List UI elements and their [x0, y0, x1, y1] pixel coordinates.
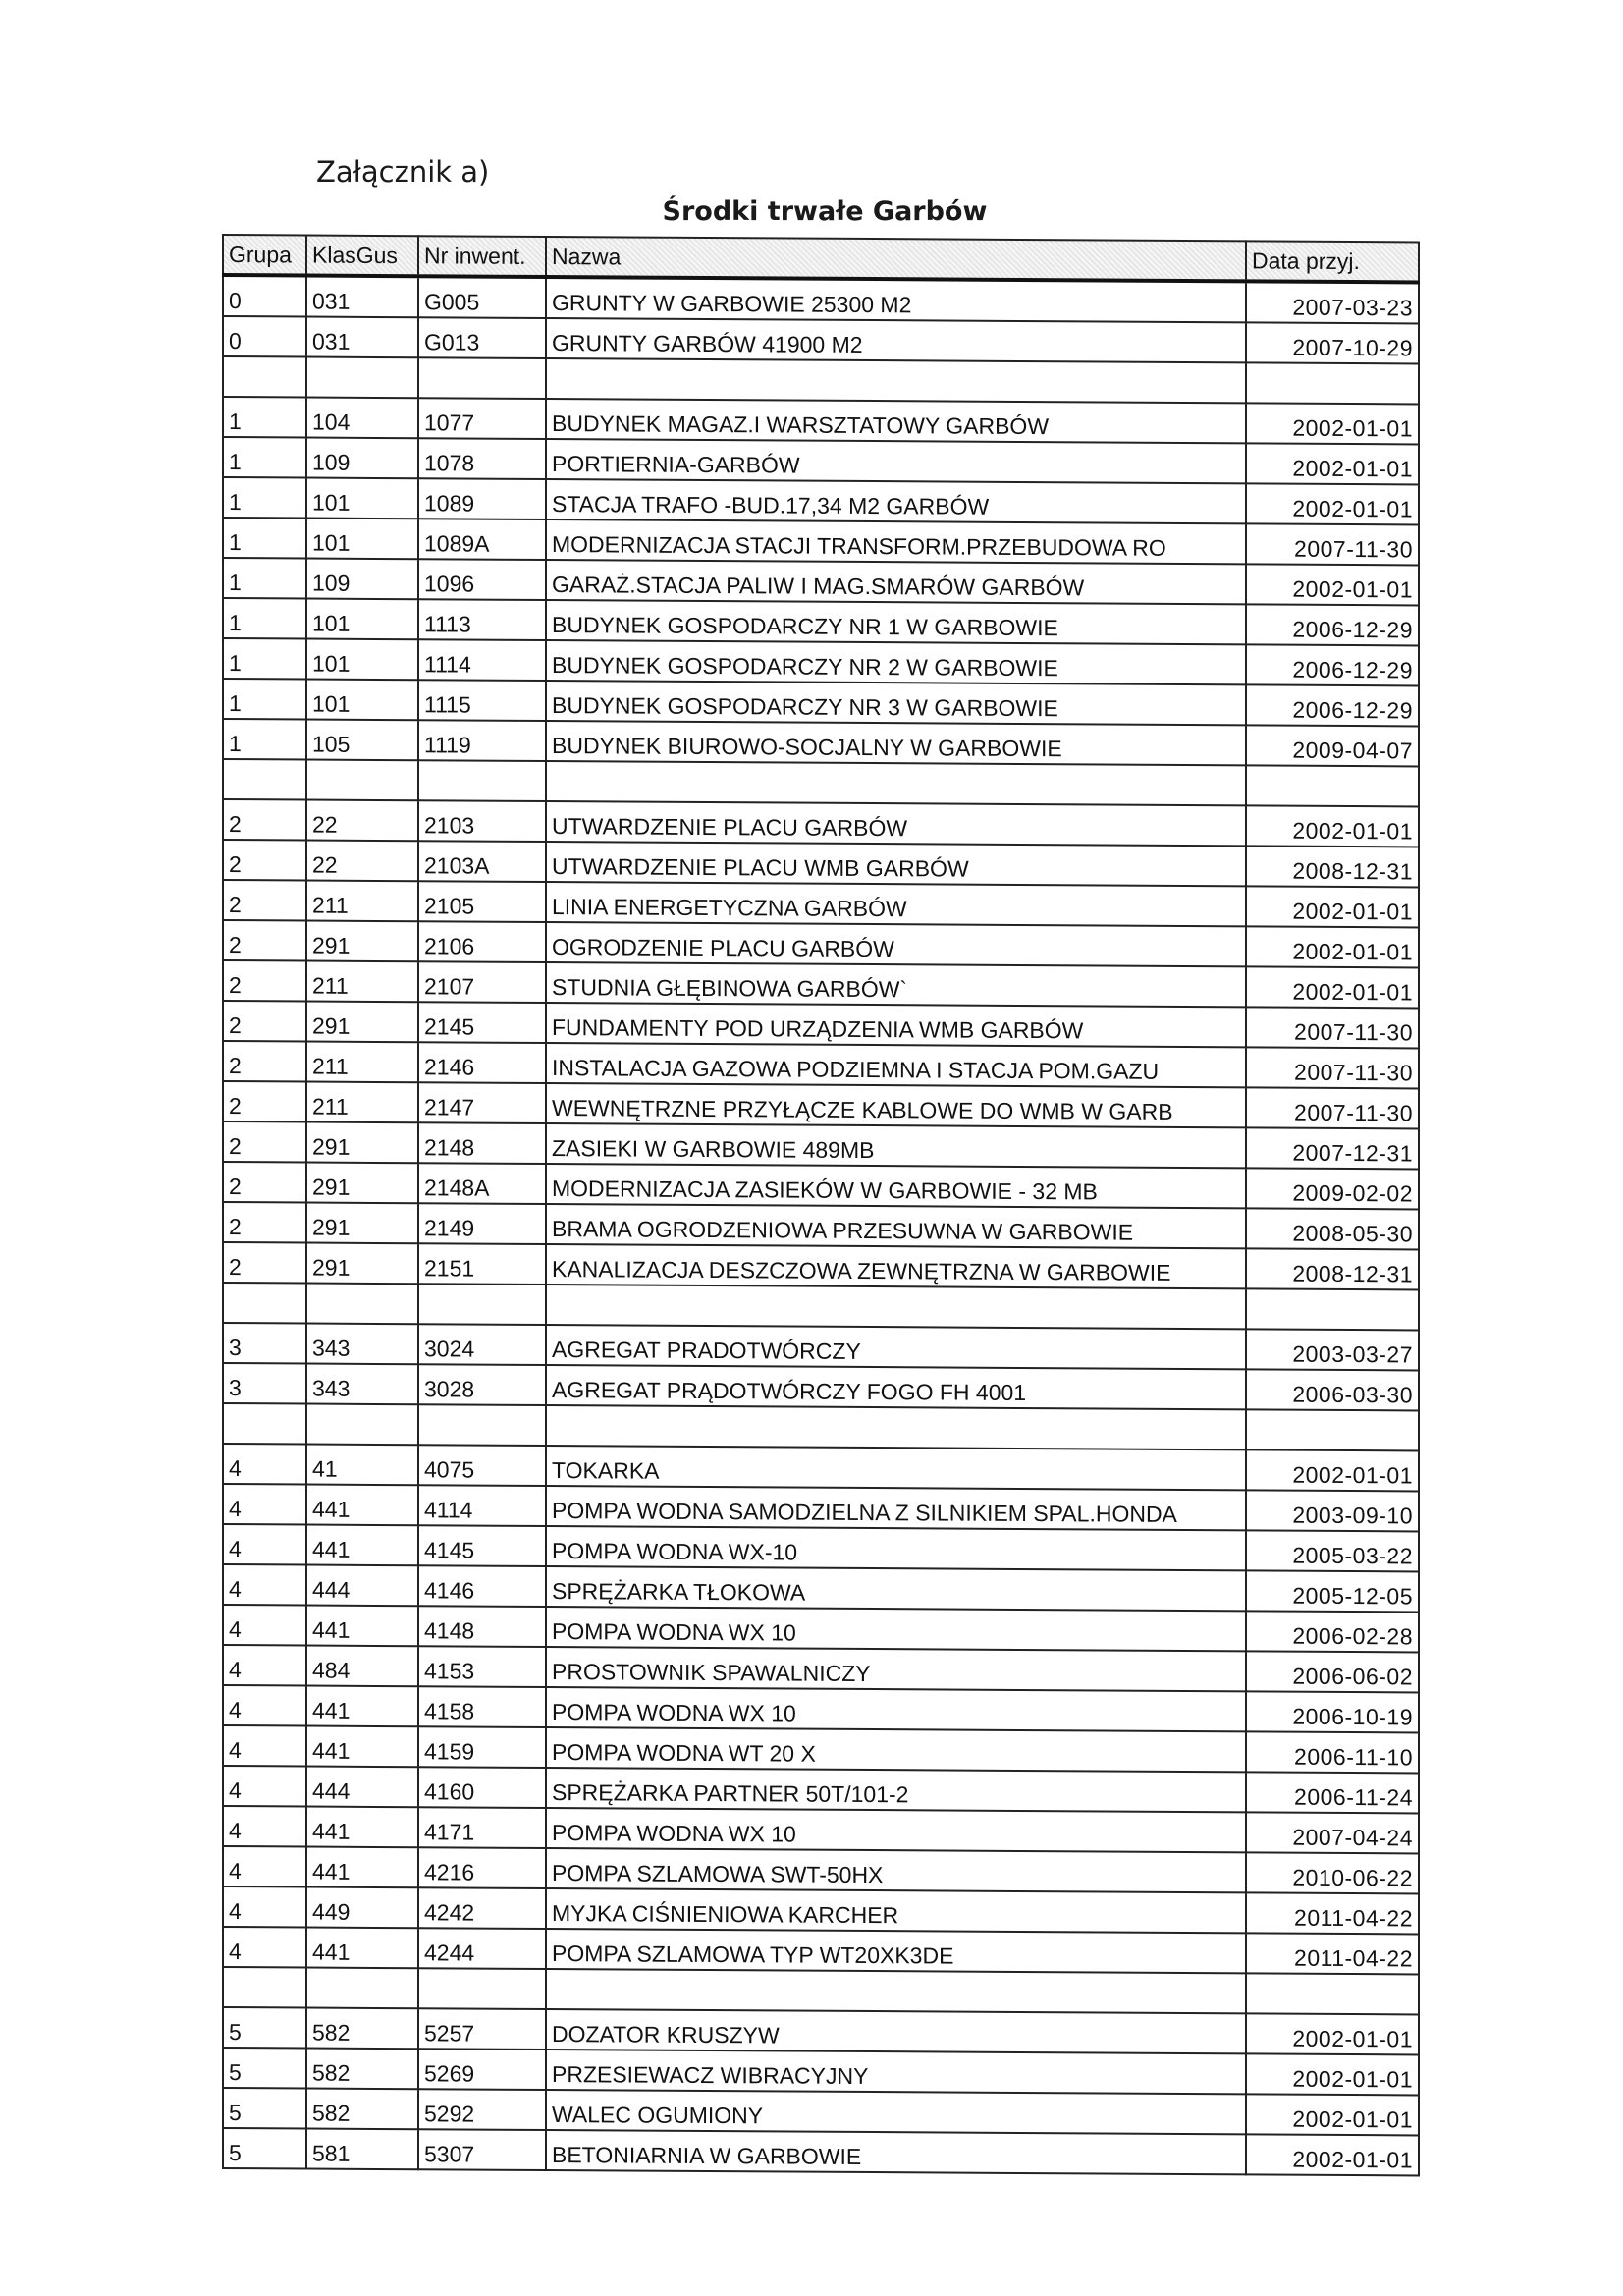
- cell-grupa: 0: [223, 316, 306, 357]
- cell-grupa: 4: [223, 1564, 306, 1606]
- cell-data-przyj: 2008-12-31: [1246, 1248, 1419, 1289]
- empty-cell: [1246, 765, 1419, 806]
- cell-nazwa: BETONIARNIA W GARBOWIE: [546, 2130, 1246, 2174]
- empty-cell: [418, 357, 546, 399]
- cell-data-przyj: 2011-04-22: [1246, 1892, 1419, 1934]
- cell-grupa: 4: [223, 1524, 306, 1565]
- empty-cell: [546, 761, 1246, 805]
- cell-nazwa: POMPA WODNA WT 20 X: [546, 1727, 1246, 1772]
- empty-cell: [223, 1403, 306, 1445]
- cell-nazwa: WEWNĘTRZNE PRZYŁĄCZE KABLOWE DO WMB W GARB: [546, 1083, 1246, 1127]
- cell-nr-inwent: 1077: [418, 398, 546, 439]
- cell-klasgus: 343: [306, 1324, 418, 1365]
- cell-nr-inwent: 4160: [418, 1767, 546, 1808]
- cell-grupa: 1: [223, 437, 306, 478]
- cell-klasgus: 109: [306, 438, 418, 479]
- cell-data-przyj: 2002-01-01: [1246, 2094, 1419, 2135]
- cell-data-przyj: 2005-12-05: [1246, 1570, 1419, 1612]
- cell-grupa: 5: [223, 2128, 306, 2169]
- cell-klasgus: 101: [306, 599, 418, 640]
- cell-data-przyj: 2006-10-19: [1246, 1691, 1419, 1732]
- cell-grupa: 2: [223, 880, 306, 921]
- cell-nazwa: DOZATOR KRUSZYW: [546, 2009, 1246, 2053]
- cell-klasgus: 484: [306, 1646, 418, 1687]
- cell-klasgus: 291: [306, 1243, 418, 1285]
- cell-klasgus: 441: [306, 1525, 418, 1566]
- cell-data-przyj: 2002-01-01: [1246, 926, 1419, 967]
- cell-klasgus: 291: [306, 921, 418, 962]
- cell-klasgus: 104: [306, 398, 418, 439]
- cell-data-przyj: 2006-12-29: [1246, 684, 1419, 726]
- cell-grupa: 3: [223, 1363, 306, 1404]
- cell-nazwa: KANALIZACJA DESZCZOWA ZEWNĘTRZNA W GARBOWIE: [546, 1244, 1246, 1288]
- cell-data-przyj: 2002-01-01: [1246, 966, 1419, 1008]
- cell-klasgus: 101: [306, 519, 418, 560]
- cell-data-przyj: 2003-03-27: [1246, 1329, 1419, 1370]
- cell-klasgus: 22: [306, 841, 418, 882]
- cell-nazwa: MYJKA CIŚNIENIOWA KARCHER: [546, 1888, 1246, 1933]
- cell-klasgus: 101: [306, 680, 418, 721]
- empty-cell: [418, 1968, 546, 2009]
- cell-nr-inwent: 1096: [418, 559, 546, 600]
- empty-cell: [223, 356, 306, 398]
- cell-nazwa: STUDNIA GŁĘBINOWA GARBÓW`: [546, 962, 1246, 1007]
- cell-grupa: 5: [223, 2088, 306, 2129]
- cell-nr-inwent: 4244: [418, 1928, 546, 1969]
- cell-nazwa: BUDYNEK GOSPODARCZY NR 1 W GARBOWIE: [546, 600, 1246, 644]
- cell-klasgus: 22: [306, 800, 418, 842]
- cell-nr-inwent: 2106: [418, 921, 546, 962]
- cell-data-przyj: 2010-06-22: [1246, 1852, 1419, 1893]
- cell-grupa: 0: [223, 275, 306, 317]
- cell-data-przyj: 2009-02-02: [1246, 1168, 1419, 1209]
- cell-data-przyj: 2005-03-22: [1246, 1530, 1419, 1571]
- cell-data-przyj: 2007-04-24: [1246, 1812, 1419, 1853]
- cell-nr-inwent: 1115: [418, 680, 546, 721]
- cell-klasgus: 441: [306, 1928, 418, 1969]
- cell-nr-inwent: 1089: [418, 478, 546, 519]
- empty-cell: [546, 1285, 1246, 1329]
- cell-nr-inwent: 4158: [418, 1686, 546, 1727]
- cell-data-przyj: 2003-09-10: [1246, 1490, 1419, 1531]
- cell-klasgus: 444: [306, 1767, 418, 1808]
- cell-nr-inwent: G005: [418, 276, 546, 318]
- empty-cell: [306, 1968, 418, 2009]
- cell-klasgus: 582: [306, 2008, 418, 2050]
- cell-grupa: 4: [223, 1484, 306, 1525]
- cell-nr-inwent: 1078: [418, 438, 546, 479]
- cell-nazwa: GRUNTY GARBÓW 41900 M2: [546, 318, 1246, 362]
- cell-data-przyj: 2011-04-22: [1246, 1933, 1419, 1974]
- cell-klasgus: 101: [306, 478, 418, 519]
- cell-data-przyj: 2002-01-01: [1246, 483, 1419, 524]
- cell-grupa: 4: [223, 1806, 306, 1847]
- cell-data-przyj: 2006-03-30: [1246, 1369, 1419, 1410]
- cell-nazwa: POMPA WODNA WX-10: [546, 1526, 1246, 1570]
- cell-nazwa: PROSTOWNIK SPAWALNICZY: [546, 1647, 1246, 1691]
- cell-nazwa: BUDYNEK MAGAZ.I WARSZTATOWY GARBÓW: [546, 399, 1246, 443]
- cell-grupa: 1: [223, 518, 306, 559]
- cell-nr-inwent: 4145: [418, 1525, 546, 1566]
- empty-cell: [1246, 1973, 1419, 2014]
- cell-data-przyj: 2007-10-29: [1246, 322, 1419, 363]
- cell-klasgus: 101: [306, 639, 418, 681]
- cell-grupa: 2: [223, 960, 306, 1002]
- cell-klasgus: 343: [306, 1364, 418, 1405]
- cell-data-przyj: 2007-11-30: [1246, 1087, 1419, 1128]
- cell-nr-inwent: 5269: [418, 2049, 546, 2090]
- cell-klasgus: 031: [306, 276, 418, 318]
- cell-nazwa: MODERNIZACJA STACJI TRANSFORM.PRZEBUDOWA RO: [546, 519, 1246, 564]
- cell-nr-inwent: 1113: [418, 599, 546, 640]
- cell-nr-inwent: 2103A: [418, 841, 546, 882]
- cell-grupa: 5: [223, 2007, 306, 2049]
- cell-nazwa: UTWARDZENIE PLACU WMB GARBÓW: [546, 842, 1246, 886]
- cell-grupa: 1: [223, 397, 306, 438]
- empty-cell: [546, 358, 1246, 403]
- cell-data-przyj: 2002-01-01: [1246, 443, 1419, 484]
- cell-nazwa: POMPA SZLAMOWA TYP WT20XK3DE: [546, 1929, 1246, 1973]
- cell-nr-inwent: 4242: [418, 1887, 546, 1929]
- cell-nazwa: PRZESIEWACZ WIBRACYJNY: [546, 2050, 1246, 2094]
- cell-klasgus: 441: [306, 1847, 418, 1888]
- cell-klasgus: 105: [306, 720, 418, 761]
- cell-klasgus: 291: [306, 1122, 418, 1164]
- cell-klasgus: 449: [306, 1887, 418, 1929]
- cell-klasgus: 031: [306, 317, 418, 358]
- cell-nr-inwent: 1119: [418, 720, 546, 761]
- cell-data-przyj: 2006-12-29: [1246, 604, 1419, 645]
- cell-data-przyj: 2002-01-01: [1246, 2053, 1419, 2095]
- empty-cell: [306, 1404, 418, 1446]
- cell-nazwa: TOKARKA: [546, 1446, 1246, 1490]
- cell-grupa: 2: [223, 1162, 306, 1203]
- cell-grupa: 4: [223, 1846, 306, 1887]
- cell-nr-inwent: 3028: [418, 1364, 546, 1405]
- cell-grupa: 4: [223, 1927, 306, 1968]
- cell-data-przyj: 2002-01-01: [1246, 1449, 1419, 1491]
- column-header-nr-inwent: Nr inwent.: [418, 236, 546, 277]
- cell-nazwa: POMPA WODNA SAMODZIELNA Z SILNIKIEM SPAL.HONDA: [546, 1486, 1246, 1530]
- cell-klasgus: 291: [306, 1002, 418, 1043]
- empty-cell: [418, 1284, 546, 1325]
- cell-klasgus: 441: [306, 1807, 418, 1848]
- cell-grupa: 2: [223, 1121, 306, 1163]
- cell-grupa: 1: [223, 638, 306, 680]
- cell-nazwa: BRAMA OGRODZENIOWA PRZESUWNA W GARBOWIE: [546, 1204, 1246, 1248]
- cell-data-przyj: 2006-06-02: [1246, 1651, 1419, 1692]
- cell-nazwa: SPRĘŻARKA PARTNER 50T/101-2: [546, 1768, 1246, 1812]
- cell-nazwa: GRUNTY W GARBOWIE 25300 M2: [546, 277, 1246, 322]
- cell-nazwa: SPRĘŻARKA TŁOKOWA: [546, 1566, 1246, 1611]
- cell-grupa: 1: [223, 679, 306, 720]
- cell-nr-inwent: G013: [418, 317, 546, 358]
- cell-klasgus: 441: [306, 1606, 418, 1647]
- cell-data-przyj: 2007-11-30: [1246, 523, 1419, 565]
- cell-data-przyj: 2002-01-01: [1246, 886, 1419, 927]
- table-row: [223, 275, 1419, 323]
- cell-klasgus: 441: [306, 1686, 418, 1727]
- cell-klasgus: 441: [306, 1726, 418, 1768]
- cell-klasgus: 291: [306, 1163, 418, 1204]
- cell-nr-inwent: 4114: [418, 1485, 546, 1526]
- empty-cell: [1246, 1288, 1419, 1330]
- cell-grupa: 1: [223, 598, 306, 639]
- cell-grupa: 2: [223, 1081, 306, 1122]
- cell-grupa: 2: [223, 799, 306, 841]
- document-title: Środki trwałe Garbów: [662, 196, 988, 227]
- table-row: [223, 2128, 1419, 2175]
- cell-nr-inwent: 1089A: [418, 519, 546, 560]
- empty-cell: [418, 1404, 546, 1446]
- column-header-klasgus: KlasGus: [306, 236, 418, 277]
- cell-klasgus: 441: [306, 1485, 418, 1526]
- cell-data-przyj: 2007-11-30: [1246, 1047, 1419, 1088]
- cell-grupa: 4: [223, 1444, 306, 1485]
- cell-nr-inwent: 2148A: [418, 1163, 546, 1204]
- cell-data-przyj: 2006-11-24: [1246, 1772, 1419, 1813]
- cell-nr-inwent: 2147: [418, 1082, 546, 1123]
- cell-nr-inwent: 2146: [418, 1042, 546, 1083]
- cell-klasgus: 211: [306, 961, 418, 1003]
- cell-nr-inwent: 2105: [418, 881, 546, 922]
- cell-nr-inwent: 5257: [418, 2008, 546, 2050]
- cell-data-przyj: 2008-05-30: [1246, 1208, 1419, 1249]
- cell-nr-inwent: 4146: [418, 1565, 546, 1607]
- cell-nazwa: FUNDAMENTY POD URZĄDZENIA WMB GARBÓW: [546, 1003, 1246, 1047]
- empty-cell: [1246, 362, 1419, 404]
- cell-nr-inwent: 1114: [418, 639, 546, 681]
- cell-grupa: 2: [223, 1242, 306, 1284]
- cell-data-przyj: 2006-11-10: [1246, 1731, 1419, 1773]
- cell-klasgus: 211: [306, 881, 418, 922]
- cell-klasgus: 581: [306, 2129, 418, 2170]
- cell-data-przyj: 2007-03-23: [1246, 281, 1419, 323]
- cell-grupa: 3: [223, 1323, 306, 1364]
- empty-cell: [223, 759, 306, 800]
- attachment-label: Załącznik a): [316, 155, 490, 189]
- cell-klasgus: 444: [306, 1565, 418, 1607]
- empty-cell: [418, 760, 546, 801]
- cell-data-przyj: 2006-12-29: [1246, 644, 1419, 685]
- empty-cell: [546, 1405, 1246, 1449]
- cell-nazwa: GARAŻ.STACJA PALIW I MAG.SMARÓW GARBÓW: [546, 560, 1246, 604]
- cell-nazwa: BUDYNEK BIUROWO-SOCJALNY W GARBOWIE: [546, 721, 1246, 765]
- cell-nazwa: POMPA WODNA WX 10: [546, 1808, 1246, 1852]
- cell-nr-inwent: 3024: [418, 1324, 546, 1365]
- cell-grupa: 4: [223, 1645, 306, 1686]
- column-header-data-przyj: Data przyj.: [1246, 241, 1419, 282]
- cell-nazwa: UTWARDZENIE PLACU GARBÓW: [546, 801, 1246, 846]
- cell-nazwa: AGREGAT PRADOTWÓRCZY: [546, 1325, 1246, 1369]
- cell-grupa: 4: [223, 1886, 306, 1928]
- cell-nazwa: INSTALACJA GAZOWA PODZIEMNA I STACJA POM.GAZU: [546, 1043, 1246, 1087]
- cell-nazwa: BUDYNEK GOSPODARCZY NR 3 W GARBOWIE: [546, 681, 1246, 725]
- cell-data-przyj: 2009-04-07: [1246, 725, 1419, 766]
- cell-grupa: 4: [223, 1605, 306, 1646]
- cell-klasgus: 291: [306, 1203, 418, 1244]
- cell-nr-inwent: 4153: [418, 1646, 546, 1687]
- cell-nazwa: LINIA ENERGETYCZNA GARBÓW: [546, 882, 1246, 926]
- cell-nr-inwent: 4148: [418, 1606, 546, 1647]
- cell-nr-inwent: 4159: [418, 1726, 546, 1768]
- column-header-grupa: Grupa: [223, 235, 306, 276]
- cell-nr-inwent: 2145: [418, 1002, 546, 1043]
- table-body: [223, 275, 1419, 2175]
- cell-grupa: 2: [223, 920, 306, 961]
- cell-grupa: 4: [223, 1685, 306, 1726]
- column-header-nazwa: Nazwa: [546, 237, 1246, 281]
- cell-data-przyj: 2007-12-31: [1246, 1127, 1419, 1169]
- cell-nazwa: STACJA TRAFO -BUD.17,34 M2 GARBÓW: [546, 479, 1246, 523]
- cell-data-przyj: 2007-11-30: [1246, 1007, 1419, 1048]
- cell-data-przyj: 2002-01-01: [1246, 2013, 1419, 2054]
- cell-grupa: 2: [223, 1202, 306, 1243]
- cell-nr-inwent: 4216: [418, 1847, 546, 1888]
- cell-nazwa: POMPA WODNA WX 10: [546, 1687, 1246, 1731]
- cell-nr-inwent: 2107: [418, 961, 546, 1003]
- cell-nazwa: WALEC OGUMIONY: [546, 2090, 1246, 2134]
- cell-data-przyj: 2002-01-01: [1246, 564, 1419, 605]
- empty-cell: [306, 357, 418, 399]
- cell-klasgus: 211: [306, 1082, 418, 1123]
- cell-data-przyj: 2008-12-31: [1246, 846, 1419, 887]
- cell-grupa: 1: [223, 477, 306, 519]
- cell-nr-inwent: 2149: [418, 1203, 546, 1244]
- empty-cell: [1246, 1409, 1419, 1450]
- cell-grupa: 4: [223, 1725, 306, 1767]
- cell-grupa: 4: [223, 1766, 306, 1807]
- cell-grupa: 2: [223, 1041, 306, 1082]
- cell-data-przyj: 2002-01-01: [1246, 403, 1419, 444]
- cell-nazwa: MODERNIZACJA ZASIEKÓW W GARBOWIE - 32 MB: [546, 1164, 1246, 1208]
- cell-grupa: 5: [223, 2048, 306, 2089]
- cell-klasgus: 109: [306, 559, 418, 600]
- cell-data-przyj: 2006-02-28: [1246, 1611, 1419, 1652]
- empty-cell: [546, 1969, 1246, 2013]
- cell-nazwa: OGRODZENIE PLACU GARBÓW: [546, 922, 1246, 966]
- cell-grupa: 2: [223, 840, 306, 881]
- cell-data-przyj: 2002-01-01: [1246, 2134, 1419, 2175]
- cell-nr-inwent: 5292: [418, 2089, 546, 2130]
- cell-grupa: 1: [223, 719, 306, 760]
- cell-klasgus: 582: [306, 2089, 418, 2130]
- cell-grupa: 2: [223, 1001, 306, 1042]
- cell-nazwa: PORTIERNIA-GARBÓW: [546, 439, 1246, 483]
- empty-cell: [306, 1284, 418, 1325]
- cell-nr-inwent: 2103: [418, 800, 546, 842]
- cell-klasgus: 582: [306, 2049, 418, 2090]
- cell-nazwa: POMPA SZLAMOWA SWT-50HX: [546, 1848, 1246, 1892]
- cell-nr-inwent: 2148: [418, 1122, 546, 1164]
- cell-nazwa: POMPA WODNA WX 10: [546, 1607, 1246, 1651]
- empty-cell: [223, 1967, 306, 2008]
- cell-nr-inwent: 4171: [418, 1807, 546, 1848]
- cell-klasgus: 41: [306, 1445, 418, 1486]
- empty-cell: [306, 760, 418, 801]
- cell-nazwa: AGREGAT PRĄDOTWÓRCZY FOGO FH 4001: [546, 1365, 1246, 1409]
- fixed-assets-table: [222, 234, 1420, 2176]
- cell-nr-inwent: 2151: [418, 1243, 546, 1285]
- cell-klasgus: 211: [306, 1042, 418, 1083]
- cell-grupa: 1: [223, 558, 306, 599]
- cell-data-przyj: 2002-01-01: [1246, 805, 1419, 847]
- empty-cell: [223, 1283, 306, 1324]
- cell-nazwa: BUDYNEK GOSPODARCZY NR 2 W GARBOWIE: [546, 640, 1246, 684]
- cell-nazwa: ZASIEKI W GARBOWIE 489MB: [546, 1123, 1246, 1168]
- cell-nr-inwent: 4075: [418, 1445, 546, 1486]
- cell-nr-inwent: 5307: [418, 2129, 546, 2170]
